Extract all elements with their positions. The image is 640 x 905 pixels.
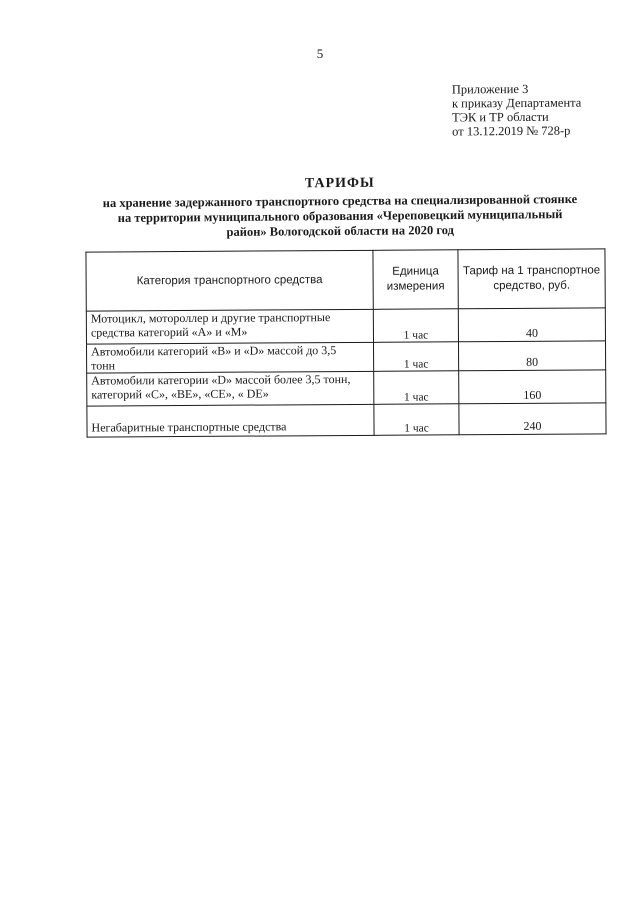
tariff-cell: 80 — [458, 341, 605, 371]
appendix-line: от 13.12.2019 № 728-р — [452, 123, 571, 139]
tariff-table — [85, 248, 606, 437]
header-category — [86, 250, 373, 311]
category-cell — [87, 404, 374, 437]
category-cell — [86, 309, 373, 344]
subtitle-line: район» Вологодской области на 2020 год — [226, 223, 454, 239]
document-heading — [80, 174, 601, 242]
header-category-label: Категория транспортного средства — [136, 273, 323, 287]
table-row — [87, 341, 606, 373]
header-tariff — [458, 249, 605, 309]
category-line: Негабаритные транспортные средства — [91, 419, 287, 435]
header-tariff-line: Тариф на 1 транспортное — [462, 264, 601, 278]
category-line: Автомобили категории «D» массой более 3,5 тонн, — [91, 371, 351, 388]
document-subtitle — [80, 192, 600, 242]
tariff-cell: 160 — [459, 370, 606, 404]
category-line: категорий «С», «ВЕ», «СЕ», « DE» — [91, 386, 269, 402]
category-cell — [87, 342, 374, 373]
appendix-block — [452, 82, 582, 139]
table-row — [87, 403, 606, 437]
table-header-row — [86, 249, 605, 311]
header-tariff-line: средство, руб. — [493, 279, 571, 293]
appendix-line: Приложение 3 — [451, 81, 529, 97]
tariff-cell: 240 — [459, 403, 606, 435]
header-unit-line: Единица — [392, 265, 439, 278]
subtitle-line: на хранение задержанного транспортного средства на специализированной стоянке — [102, 191, 578, 211]
unit-cell: 1 час — [374, 371, 459, 405]
table-row — [87, 370, 606, 406]
category-line: тонн — [91, 358, 116, 373]
category-line: Мотоцикл, мотороллер и другие транспортные — [90, 310, 331, 326]
page-number: 5 — [316, 46, 324, 61]
unit-cell: 1 час — [374, 404, 459, 436]
appendix-line: ТЭК и ТР области — [452, 109, 549, 125]
tariff-cell: 40 — [458, 308, 605, 342]
document-title: ТАРИФЫ — [304, 175, 375, 192]
category-cell — [87, 371, 374, 406]
category-line: средства категорий «А» и «М» — [90, 324, 248, 340]
header-unit-line: измерения — [386, 280, 445, 293]
unit-cell: 1 час — [373, 309, 458, 343]
subtitle-line: на территории муниципального образования «Череповецкий муниципальный — [117, 207, 563, 225]
unit-cell: 1 час — [373, 342, 458, 372]
header-unit — [373, 250, 458, 310]
table-row — [86, 308, 605, 344]
appendix-line: к приказу Департамента — [451, 95, 582, 111]
category-line: Автомобили категорий «В» и «D» массой до 3,5 — [91, 343, 337, 359]
